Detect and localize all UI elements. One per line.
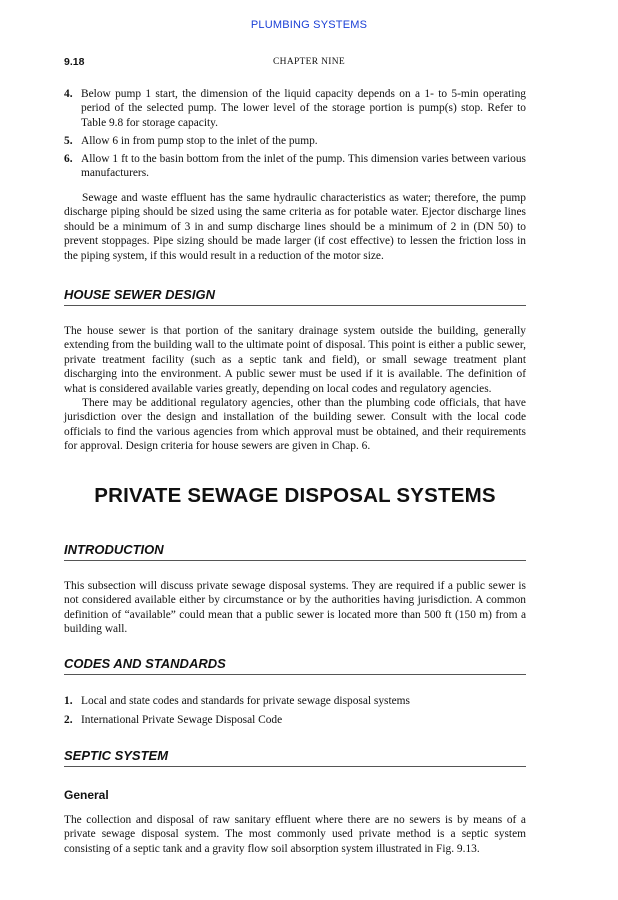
subheading-general: General [64,788,109,802]
list-text: Allow 6 in from pump stop to the inlet of the pump. [81,135,318,147]
section-heading-septic: SEPTIC SYSTEM [64,748,526,767]
section-heading-introduction: INTRODUCTION [64,542,526,561]
list-item [64,152,526,181]
introduction-paragraph: This subsection will discuss private sewage disposal systems. They are required if a public sewer is not considered available either by circumstance or by the authorities having jurisdiction. A common definition of “available” could mean that a public sewer is located more than 500 ft (150 m) from a building wall. [64,580,526,636]
list-text: Allow 1 ft to the basin bottom from the inlet of the pump. This dimension varies between various manufacturers. [81,153,526,180]
page-number: 9.18 [64,56,85,68]
list-number: 2. [64,714,73,726]
list-item [64,134,526,148]
house-sewer-paragraph-2: There may be additional regulatory agencies, other than the plumbing code officials, that have jurisdiction over the design and installation of the building sewer. Consult with the local code officials to find the various agencies from which approval must be obtained, and their requirements for approval. Design criteria for house sewers are given in Chap. 6. [64,397,526,453]
part-title: PRIVATE SEWAGE DISPOSAL SYSTEMS [94,484,496,507]
list-number: 5. [64,135,73,147]
list-text: Below pump 1 start, the dimension of the liquid capacity depends on a 1- to 5-min operating period of the selected pump. The lower level of the storage portion is pump(s) stop. Refer to Table 9.8 for storage capacity. [81,88,526,129]
list-number: 1. [64,695,73,707]
list-text: International Private Sewage Disposal Code [81,714,283,726]
section-heading-codes: CODES AND STANDARDS [64,656,526,675]
list-item [64,713,526,727]
list-item [64,87,526,130]
house-sewer-paragraph-1: The house sewer is that portion of the sanitary drainage system outside the building, generally extending from the building wall to the ultimate point of disposal. This point is either a public sewer, private treatment facility (such as a septic tank and field), or small sewage treatment plant discharging into the environment. A public sewer must be used if it is available. The definition of what is considered available varies greatly, depending on local codes and regulatory agencies. [64,325,526,395]
septic-paragraph: The collection and disposal of raw sanitary effluent where there are no sewers is by means of a private sewage disposal system. The most commonly used private method is a septic system consisting of a septic tank and a gravity flow soil absorption system illustrated in Fig. 9.13. [64,814,526,855]
running-head: PLUMBING SYSTEMS [250,19,368,31]
chapter-label: CHAPTER NINE [273,57,345,67]
section-heading-house-sewer: HOUSE SEWER DESIGN [64,287,526,306]
list-number: 6. [64,153,73,165]
list-number: 4. [64,88,73,100]
list-text: Local and state codes and standards for private sewage disposal systems [81,695,410,707]
list-item [64,694,526,708]
sewage-paragraph: Sewage and waste effluent has the same hydraulic characteristics as water; therefore, the pump discharge piping should be sized using the same criteria as for potable water. Ejector discharge lines should be a minimum of 3 in and sump discharge lines should be a minimum of 2 in (DN 50) to prevent stoppages. Pipe sizing should be made larger (if cost effective) to lessen the friction loss in the piping system, if this would result in a reduction of the motor size. [64,192,526,262]
